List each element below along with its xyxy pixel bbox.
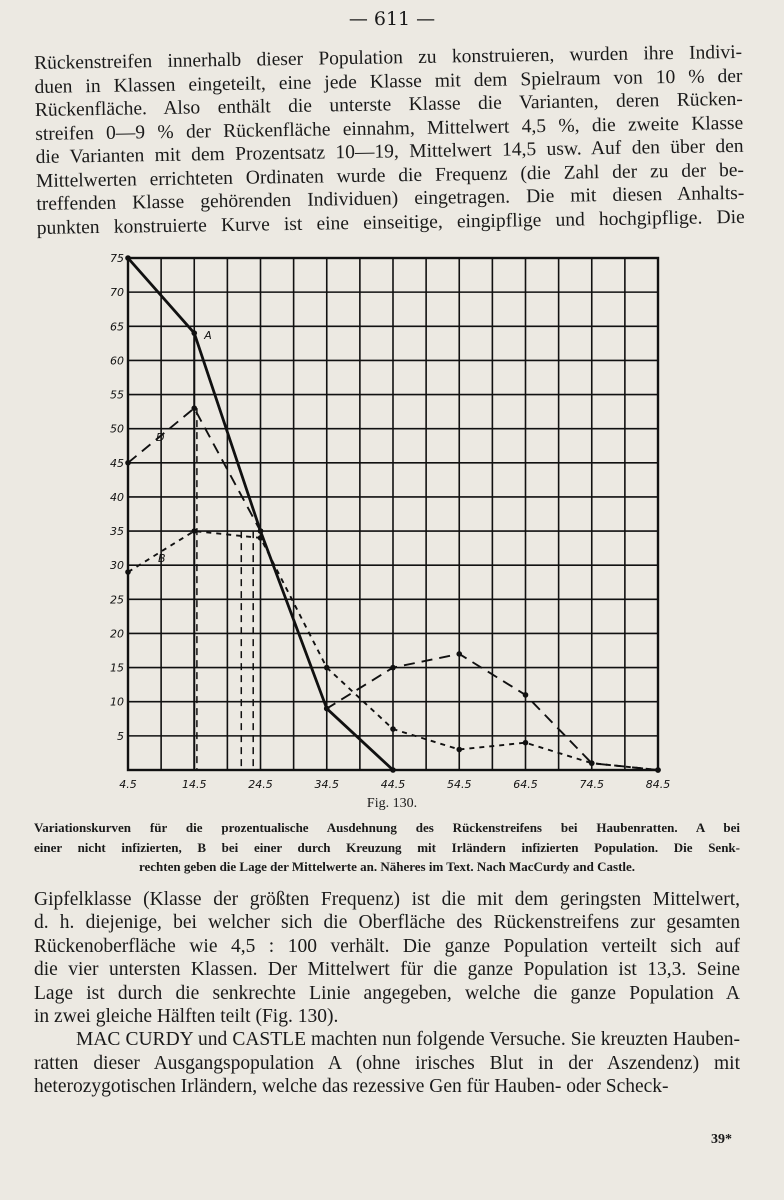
signature-mark: 39*: [711, 1132, 732, 1147]
page-number: — 611 —: [348, 8, 436, 30]
text-line: Rückenstreifen innerhalb dieser Population zu konstruieren, wurden ihre Indivi-: [34, 41, 743, 74]
data-point: [390, 665, 396, 671]
y-tick-label: 30: [110, 559, 124, 573]
data-point: [324, 706, 330, 712]
data-point: [655, 767, 661, 773]
text-line: Gipfelklasse (Klasse der größten Frequenz) ist die mit dem geringsten Mittelwert,: [34, 889, 740, 910]
x-tick-label: 4.5: [119, 778, 137, 791]
y-tick-label: 70: [110, 286, 124, 300]
data-point: [456, 747, 462, 753]
y-tick-label: 65: [110, 320, 124, 334]
data-point: [523, 740, 529, 746]
series-label-a: A: [204, 329, 212, 343]
text-line: d. h. diejenige, bei welcher sich die Oberfläche des Rückenstreifens zur gesamten: [34, 912, 740, 934]
data-point: [390, 726, 396, 732]
caption-line: Variationskurven für die prozentualische Ausdehnung des Rückenstreifens bei Haubenratten. A bei: [34, 820, 740, 835]
y-tick-label: 75: [110, 252, 124, 265]
data-point: [589, 760, 595, 766]
text-line: MAC CURDY und CASTLE machten nun folgende Versuche. Sie kreuzten Hauben-: [76, 1029, 740, 1051]
y-tick-label: 60: [110, 354, 124, 368]
data-point: [324, 665, 330, 671]
y-tick-label: 40: [110, 490, 124, 504]
y-tick-label: 25: [110, 593, 124, 607]
text-line: Lage ist durch die senkrechte Linie angegeben, welche die ganze Population A: [34, 982, 740, 1004]
body-paragraph: [34, 888, 740, 1099]
text-line: streifen 0—9 % der Rückenfläche einnahm, Mittelwert 4,5 %, die zweite Klasse: [35, 112, 744, 145]
y-tick-label: 55: [110, 388, 124, 402]
text-line: die Varianten mit dem Prozentsatz 10—19, Mittelwert 14,5 usw. Auf den über den: [35, 135, 744, 168]
data-point: [125, 255, 131, 261]
x-tick-label: 34.5: [314, 778, 339, 791]
x-tick-label: 74.5: [579, 778, 604, 791]
data-point: [191, 405, 197, 411]
intro-paragraph: [34, 41, 745, 240]
x-tick-label: 84.5: [645, 778, 671, 791]
figure-caption: [34, 818, 740, 877]
x-tick-label: 44.5: [380, 778, 406, 791]
data-point: [390, 767, 396, 773]
y-tick-label: 15: [110, 661, 124, 675]
data-point: [191, 528, 197, 534]
figure-label: Fig. 130.: [366, 796, 418, 811]
y-tick-label: 5: [117, 729, 124, 743]
text-line: Rückenoberfläche wie 4,5 : 100 verhält. Die ganze Population verteilt sich auf: [34, 935, 740, 957]
data-point: [191, 330, 197, 336]
y-tick-label: 20: [110, 627, 124, 641]
data-point: [523, 692, 529, 698]
series-label-d: D: [156, 430, 165, 444]
data-point: [456, 651, 462, 657]
data-point: [258, 528, 264, 534]
x-tick-label: 54.5: [447, 778, 472, 791]
caption-line: rechten geben die Lage der Mittelwerte an. Näheres im Text. Nach MacCurdy and Castle.: [138, 859, 636, 874]
y-tick-label: 35: [110, 525, 124, 539]
y-tick-label: 45: [110, 456, 124, 470]
text-line: punkten konstruierte Kurve ist eine einseitige, eingipflige und hochgipflige. Die: [36, 206, 745, 239]
data-point: [125, 460, 131, 466]
text-line: ratten dieser Ausgangspopulation A (ohne irisches Blut in der Aszendenz) mit: [34, 1052, 740, 1074]
variation-curve-figure: [100, 248, 685, 798]
text-line: die vier untersten Klassen. Der Mittelwert für die ganze Population ist 13,3. Seine: [34, 959, 740, 981]
text-line: in zwei gleiche Hälften teilt (Fig. 130).: [34, 1006, 339, 1028]
x-tick-label: 64.5: [513, 778, 538, 791]
text-line: treffenden Klasse gehörenden Individuen) eingetragen. Die mit diesen Anhalts-: [36, 182, 745, 215]
y-tick-label: 50: [110, 422, 124, 436]
x-tick-label: 24.5: [248, 778, 273, 791]
data-point: [125, 569, 131, 575]
variation-curve-chart: [100, 248, 685, 798]
y-tick-label: 10: [110, 695, 124, 709]
text-line: Rückenfläche. Also enthält die unterste Klasse die Varianten, deren Rücken-: [34, 88, 743, 121]
mean-lines: [194, 333, 253, 770]
x-tick-label: 14.5: [182, 778, 207, 791]
caption-line: einer nicht infizierten, B bei einer durch Kreuzung mit Irländern infizierten Population. Die Senk-: [34, 839, 740, 855]
data-point: [258, 535, 264, 541]
series-label-b: B: [158, 552, 166, 566]
text-line: duen in Klassen eingeteilt, eine jede Klasse mit dem Spielraum von 10 % der: [34, 65, 743, 98]
text-line: heterozygotischen Irländern, welche das rezessive Gen für Hauben- oder Scheck-: [34, 1076, 669, 1098]
text-line: Mittelwerten errichteten Ordinaten wurde die Frequenz (die Zahl der zu der be-: [35, 159, 745, 192]
